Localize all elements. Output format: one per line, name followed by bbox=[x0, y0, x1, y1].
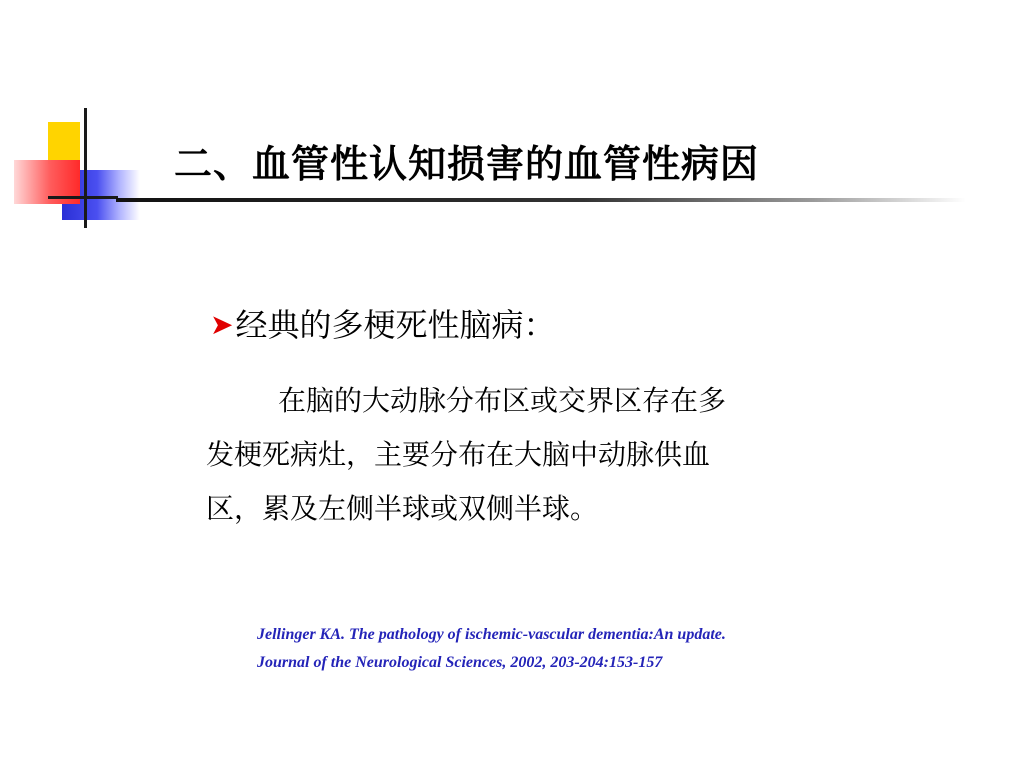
citation-line-2: Journal of the Neurological Sciences, 2002, 203-204:153-157 bbox=[257, 654, 663, 671]
citation bbox=[257, 621, 726, 677]
body-line-3: 区，累及左侧半球或双侧半球。 bbox=[206, 492, 599, 525]
bullet-heading-row bbox=[210, 305, 555, 345]
vertical-line-decoration bbox=[84, 108, 87, 228]
body-line-2: 发梗死病灶，主要分布在大脑中动脉供血 bbox=[206, 438, 711, 471]
slide-title: 二、血管性认知损害的血管性病因 bbox=[174, 142, 760, 186]
corner-decoration bbox=[0, 0, 160, 240]
horizontal-line-decoration bbox=[48, 196, 118, 199]
title-underline bbox=[116, 198, 966, 202]
bullet-heading: 经典的多梗死性脑病： bbox=[235, 306, 556, 344]
body-line-1: 在脑的大动脉分布区或交界区存在多 bbox=[278, 384, 727, 417]
yellow-square-decoration bbox=[48, 122, 80, 164]
red-arrow-bullet-icon: ➤ bbox=[210, 308, 234, 341]
citation-line-1: Jellinger KA. The pathology of ischemic-vascular dementia:An update. bbox=[257, 626, 726, 643]
body-paragraph bbox=[206, 374, 846, 536]
